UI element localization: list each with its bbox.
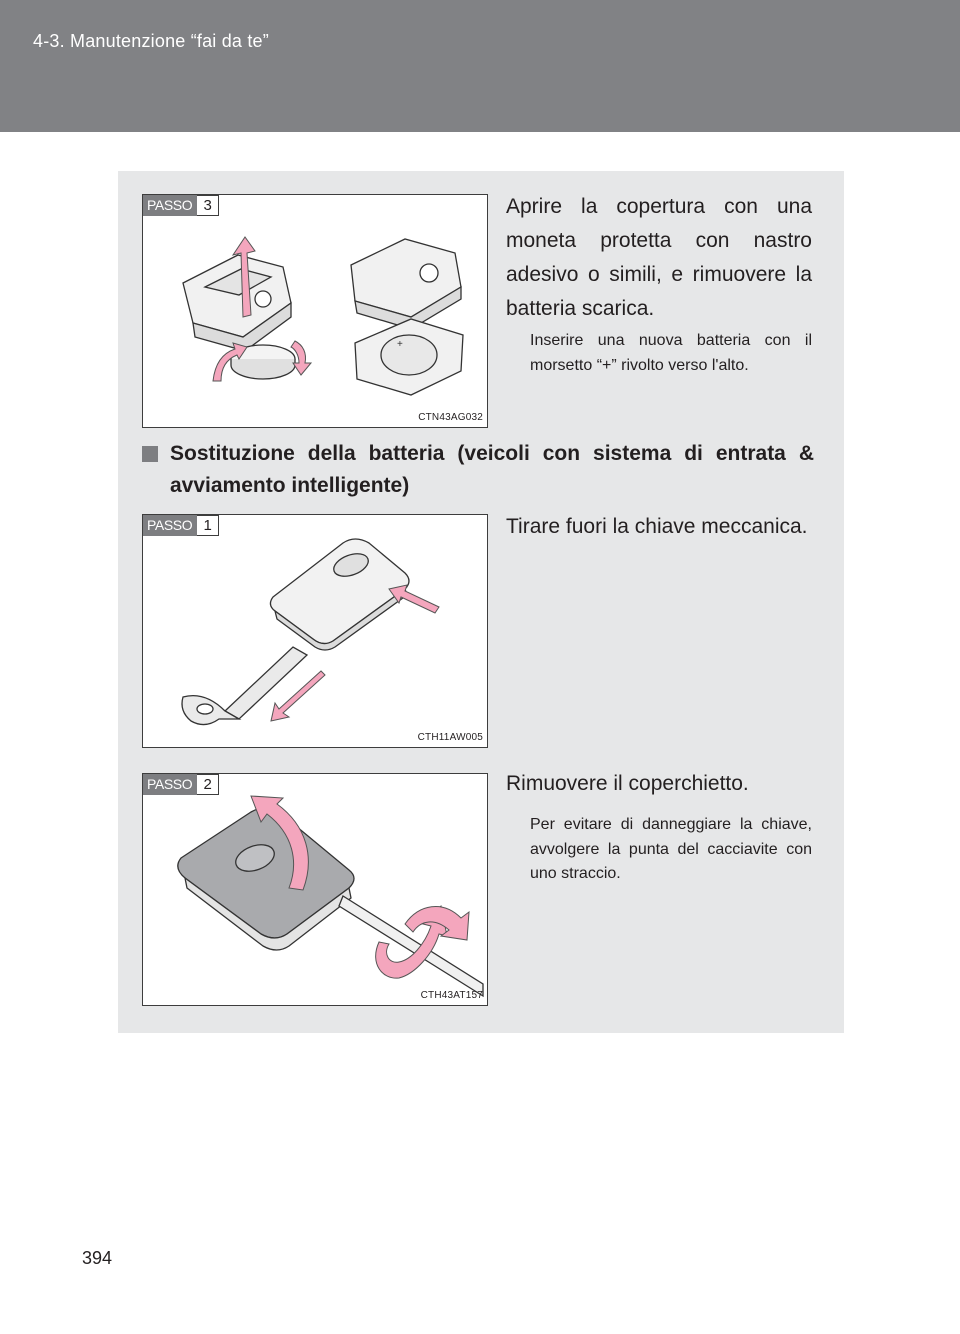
key-fob-drawing xyxy=(183,255,291,351)
page-header xyxy=(0,0,960,132)
key-cover-illustration xyxy=(143,774,488,1006)
key-battery-illustration xyxy=(143,195,488,428)
smart-key-illustration xyxy=(143,515,488,748)
step-badge-label: PASSO xyxy=(143,515,197,536)
figure-code: CTH43AT157 xyxy=(420,990,483,1001)
step-badge-label: PASSO xyxy=(143,195,197,216)
key-fob-open-drawing xyxy=(351,239,463,395)
step-badge-number: 3 xyxy=(197,195,219,216)
figure-code: CTH11AW005 xyxy=(417,732,483,743)
chapter-title: 4-3. Manutenzione “fai da te” xyxy=(33,31,269,51)
page-number: 394 xyxy=(82,1248,113,1268)
figure-step-2 xyxy=(142,773,488,1006)
step-badge-label: PASSO xyxy=(143,774,197,795)
step-1-instruction: Tirare fuori la chiave meccanica. xyxy=(506,515,808,538)
step-badge-number: 2 xyxy=(197,774,219,795)
step-3-note: Inserire una nuova batteria con il morsetto “+” rivolto verso l'alto. xyxy=(530,332,812,374)
square-bullet-icon xyxy=(142,446,158,462)
smart-key-drawing xyxy=(270,539,409,650)
step-badge-number: 1 xyxy=(197,515,219,536)
svg-text:+: + xyxy=(397,339,403,350)
step-2-note: Per evitare di danneggiare la chiave, avvolgere la punta del cacciavite con uno straccio. xyxy=(530,816,812,882)
figure-code: CTN43AG032 xyxy=(418,412,483,423)
smart-key-drawing xyxy=(178,808,354,950)
figure-step-1 xyxy=(142,514,488,748)
figure-step-3 xyxy=(142,194,488,428)
mechanical-key-drawing xyxy=(182,647,307,725)
step-2-instruction: Rimuovere il coperchietto. xyxy=(506,772,749,795)
step-3-instruction: Aprire la copertura con una moneta protetta con nastro adesivo o simili, e rimuovere la batteria scarica. xyxy=(506,195,812,320)
screwdriver-drawing xyxy=(339,896,483,996)
section-title: Sostituzione della batteria (veicoli con sistema di entrata & avviamento intelligente) xyxy=(170,442,814,497)
